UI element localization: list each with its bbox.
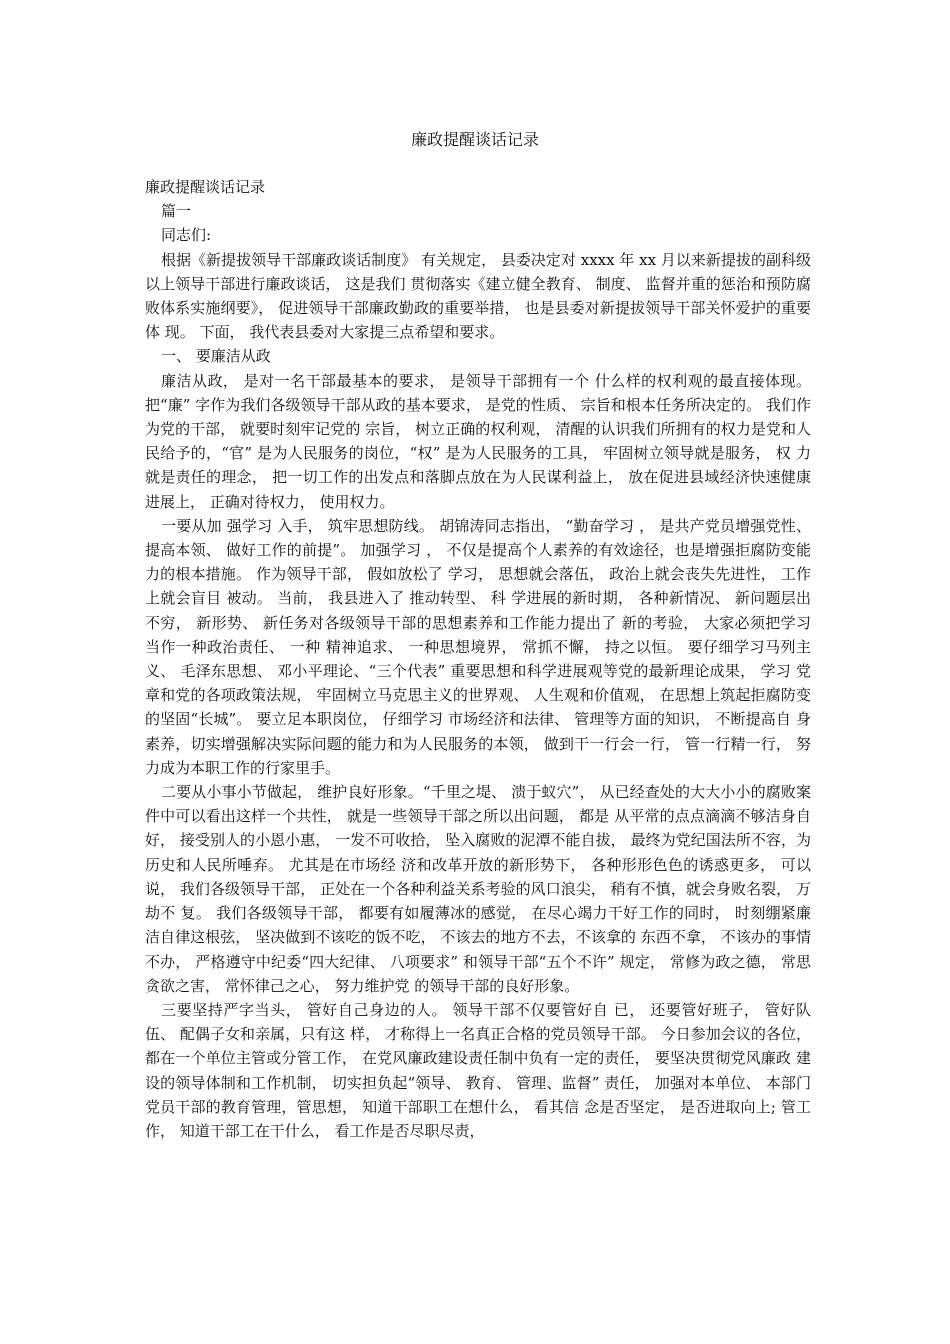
document-title: 廉政提醒谈话记录 (410, 130, 539, 149)
document-body (145, 175, 811, 1143)
section-label: 篇一 (161, 202, 192, 221)
paragraph-integrity: 廉洁从政， 是对一名干部最基本的要求， 是领导干部拥有一个 什么样的权利观的最直接体现。 把“廉” 字作为我们各级领导干部从政的基本要求， 是党的性质、 宗旨和根本任务所决定的。 我们作为党的干部， 就要时刻牢记党的 宗旨， 树立正确的权利观， 清醒的认识我们所拥有的权力是党和人民给予的，“官” 是为人民服务的岗位，“权” 是为人民服务的工具， 牢固树立领导就是服务， 权 力就是责任的理念， 把一切工作的出发点和落脚点放在为人民谋利益上， 放在促进县域经济快速健康进展上， 正确对待权力， 使用权力。 (145, 371, 811, 511)
section-heading: 一、 要廉洁从政 (161, 347, 271, 366)
paragraph-intro: 根据《新提拔领导干部廉政谈话制度》 有关规定， 县委决定对 xxxx 年 xx 月以来新提拔的副科级以上领导干部进行廉政谈话， 这是我们 贯彻落实《建立健全教育、 制度、 监督并重的惩治和预防腐败体系实施纲要》， 促进领导干部廉政勤政的重要举措， 也是县委对新提拔领导干部关怀爱护的重要体 现。 下面， 我代表县委对大家提三点希望和要求。 (145, 250, 811, 342)
paragraph-point-two: 二要从小事小节做起， 维护良好形象。“千里之堤、 溃于蚁穴”， 从已经查处的大大小小的腐败案件中可以看出这样一个共性， 就是一些领导干部之所以出问题， 都是 从平常的点点滴滴不够洁身自好， 接受别人的小恩小惠， 一发不可收拾， 坠入腐败的泥潭不能自拔， 最终为党纪国法所不容，为历史和人民所唾弃。 尤其是在市场经 济和改革开放的新形势下， 各种形形色色的诱惑更多， 可以说， 我们各级领导干部， 正处在一个各种利益关系考验的风口浪尖， 稍有不慎，就会身败名裂， 万劫不 复。 我们各级领导干部， 都要有如履薄冰的感觉， 在尽心竭力干好工作的同时， 时刻绷紧廉洁自律这根弦， 坚决做到不该吃的饭不吃， 不该去的地方不去，不该拿的 东西不拿， 不该办的事情不办， 严格遵守中纪委“四大纪律、 八项要求” 和领导干部“五个不许” 规定， 常修为政之德， 常思贪欲之害， 常怀律己之心， 努力维护党 的领导干部的良好形象。 (145, 783, 811, 995)
paragraph-point-three: 三要坚持严字当头， 管好自己身边的人。 领导干部不仅要管好自 已， 还要管好班子， 管好队伍、 配偶子女和亲属，只有这 样， 才称得上一名真正合格的党员领导干部。 今日参加会议的各位， 都在一个单位主管或分管工作， 在党风廉政建设责任制中负有一定的责任， 要坚决贯彻党风廉政 建设的领导体制和工作机制， 切实担负起“领导、 教育、 管理、监督” 责任， 加强对本单位、 本部门党员干部的教育管理，管思想， 知道干部职工在想什么， 看其信 念是否坚定， 是否进取向上; 管工作， 知道干部工在干什么， 看工作是否尽职尽责， (145, 1000, 811, 1140)
document-subtitle: 廉政提醒谈话记录 (145, 178, 266, 196)
salutation: 同志们: (161, 226, 212, 245)
paragraph-point-one: 一要从加 强学习 入手， 筑牢思想防线。 胡锦涛同志指出， “勤奋学习 ， 是共产党员增强党性、 提高本领、 做好工作的前提”。 加强学习 ， 不仅是提高个人素养的有效途径，也是增强拒腐防变能力的根本措施。 作为领导干部， 假如放松了 学习， 思想就会落伍， 政治上就会丧失先进性， 工作上就会盲目 被动。 当前， 我县进入了 推动转型、 科 学进展的新时期， 各种新情况、 新问题层出不穷， 新形势、 新任务对各级领导干部的思想素养和工作能力提出了 新的考验， 大家必须把学习 当作一种政治责任、 一种 精神追求、 一种思想境界， 常抓不懈， 持之以恒。 要仔细学习马列主义、 毛泽东思想、 邓小平理论、“三个代表” 重要思想和科学进展观等党的最新理论成果， 学习 党章和党的各项政策法规， 牢固树立马克思主义的世界观、 人生观和价值观， 在思想上筑起拒腐防变的坚固“长城”。 要立足本职岗位， 仔细学习 市场经济和法律、 管理等方面的知识， 不断提高自 身素养，切实增强解决实际问题的能力和为人民服务的本领， 做到干一行会一行， 管一行精一行， 努力成为本职工作的行家里手。 (145, 516, 811, 777)
